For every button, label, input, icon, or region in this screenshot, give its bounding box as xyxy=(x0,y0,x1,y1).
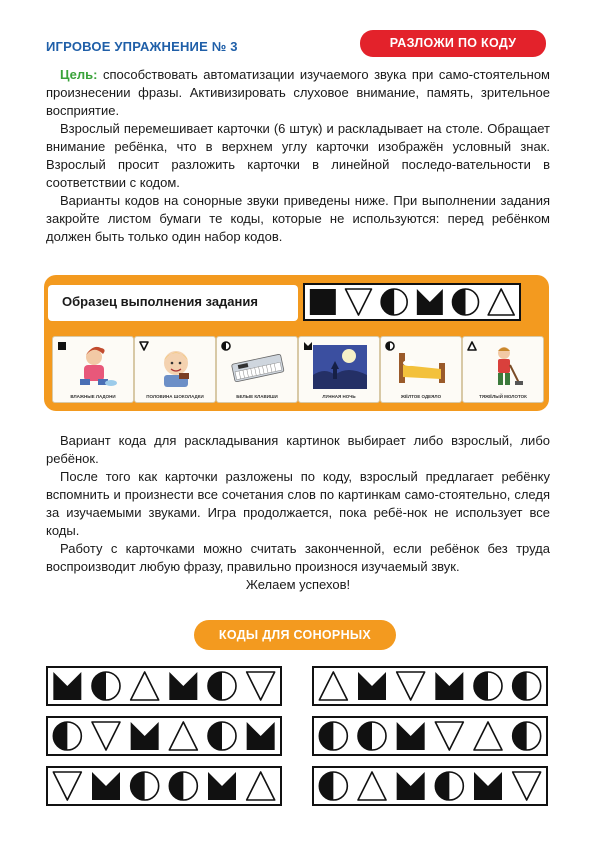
circle-half-icon xyxy=(169,772,197,800)
triangle-down-icon xyxy=(247,672,275,700)
square-notch-icon xyxy=(474,772,502,800)
card-caption: ТЯЖЁЛЫЙ МОЛОТОК xyxy=(479,394,527,399)
card-marker-icon xyxy=(385,341,395,351)
code-row xyxy=(312,666,548,706)
circle-half-icon xyxy=(513,672,541,700)
intro-text xyxy=(46,66,550,246)
circle-half-icon xyxy=(53,722,81,750)
code-row xyxy=(46,716,282,756)
goal-label: Цель: xyxy=(60,67,98,82)
triangle-up-icon xyxy=(468,342,476,350)
circle-half-icon xyxy=(513,722,541,750)
circle-half-icon xyxy=(222,342,230,350)
circle-half-icon xyxy=(131,772,159,800)
boy-hammer-icon xyxy=(477,345,531,389)
triangle-up-icon xyxy=(488,289,514,315)
square-notch-icon xyxy=(169,672,197,700)
triangle-up-icon xyxy=(358,772,386,800)
circle-half-icon xyxy=(435,772,463,800)
wish-line: Желаем успехов! xyxy=(245,577,351,592)
triangle-up-icon xyxy=(474,722,502,750)
card-caption: БЕЛЫЕ КЛАВИШИ xyxy=(236,394,278,399)
picture-card xyxy=(52,336,134,403)
sample-code-symbols xyxy=(305,285,519,319)
square-notch-icon xyxy=(397,772,425,800)
code-row xyxy=(46,666,282,706)
triangle-up-icon xyxy=(247,772,275,800)
sample-code-strip xyxy=(303,283,521,321)
square-notch-icon xyxy=(247,722,275,750)
circle-half-icon xyxy=(381,289,407,315)
code-symbols xyxy=(314,668,546,704)
picture-cards xyxy=(52,336,542,403)
triangle-up-icon xyxy=(319,672,347,700)
triangle-down-icon xyxy=(53,772,81,800)
square-icon xyxy=(58,342,66,350)
card-caption: ЖЁЛТОЕ ОДЕЯЛО xyxy=(400,394,442,399)
code-row xyxy=(46,766,282,806)
triangle-down-icon xyxy=(435,722,463,750)
square-notch-icon xyxy=(92,772,120,800)
exercise-title: ИГРОВОЕ УПРАЖНЕНИЕ № 3 xyxy=(46,39,238,54)
child-figure-icon xyxy=(67,345,121,389)
boy-face-icon xyxy=(149,345,203,389)
card-caption: ВЛАЖНЫЕ ЛАДОНИ xyxy=(70,394,116,399)
triangle-down-icon xyxy=(140,342,148,350)
square-notch-icon xyxy=(435,672,463,700)
variants-paragraph: Варианты кодов на сонорные звуки приведены ниже. При выполнении задания закройте листом бумаги те коды, которые не используются: перед ребёнком должен быть только один набор кодов. xyxy=(46,193,550,244)
instructions-paragraph: Взрослый перемешивает карточки (6 штук) и раскладывает на столе. Обращает внимание ребёнка, что в верхнем углу карточки изображён условный знак. Взрослый просит разложить карточки в линейной последо-вательности в соответствии с кодом. xyxy=(46,121,550,190)
card-marker-icon xyxy=(467,341,477,351)
square-notch-icon xyxy=(417,289,443,315)
triangle-down-icon xyxy=(397,672,425,700)
goal-paragraph xyxy=(46,66,550,120)
code-symbols xyxy=(48,768,280,804)
square-notch-icon xyxy=(397,722,425,750)
code-row xyxy=(312,716,548,756)
picture-card xyxy=(380,336,462,403)
circle-half-icon xyxy=(358,722,386,750)
picture-card xyxy=(134,336,216,403)
square-notch-icon xyxy=(53,672,81,700)
choice-paragraph: Вариант кода для раскладывания картинок выбирает либо взрослый, либо ребёнок. xyxy=(46,433,550,466)
circle-half-icon xyxy=(208,722,236,750)
square-notch-icon xyxy=(131,722,159,750)
game-paragraph: После того как карточки разложены по коду, взрослый предлагает ребёнку вспомнить и произнести все сочетания слов по картинкам само-стоятельно, следя за изучаемыми звуками. Игра продолжается, пока ребё-нок не использует все коды. xyxy=(46,469,550,538)
moon-night-icon xyxy=(313,345,367,389)
card-caption: ЛУННАЯ НОЧЬ xyxy=(322,394,356,399)
picture-card xyxy=(462,336,544,403)
circle-half-icon xyxy=(92,672,120,700)
triangle-up-icon xyxy=(131,672,159,700)
circle-half-icon xyxy=(474,672,502,700)
triangle-down-icon xyxy=(346,289,372,315)
keyboard-icon xyxy=(231,345,285,389)
exercise-name-badge: РАЗЛОЖИ ПО КОДУ xyxy=(360,30,546,57)
circle-half-icon xyxy=(386,342,394,350)
code-symbols xyxy=(314,718,546,754)
triangle-up-icon xyxy=(169,722,197,750)
square-notch-icon xyxy=(358,672,386,700)
code-symbols xyxy=(314,768,546,804)
sample-label: Образец выполнения задания xyxy=(62,294,258,309)
card-marker-icon xyxy=(57,341,67,351)
card-marker-icon xyxy=(139,341,149,351)
circle-half-icon xyxy=(319,722,347,750)
circle-half-icon xyxy=(319,772,347,800)
code-symbols xyxy=(48,668,280,704)
circle-half-icon xyxy=(453,289,479,315)
square-notch-icon xyxy=(208,772,236,800)
goal-text: способствовать автоматизации изучаемого звука при само-стоятельном произнесении фразы. Активизировать слуховое внимание, память, зрительное восприятие. xyxy=(46,67,550,118)
triangle-down-icon xyxy=(92,722,120,750)
code-symbols xyxy=(48,718,280,754)
square-notch-icon xyxy=(304,342,312,350)
finish-paragraph: Работу с карточками можно считать законченной, если ребёнок без труда воспроизводит любую фразу, правильно произнося изучаемый звук. xyxy=(46,541,550,574)
card-marker-icon xyxy=(303,341,313,351)
picture-card xyxy=(216,336,298,403)
picture-card xyxy=(298,336,380,403)
card-caption: ПОЛОВИНА ШОКОЛАДКИ xyxy=(146,394,204,399)
triangle-down-icon xyxy=(513,772,541,800)
after-text xyxy=(46,432,550,594)
square-icon xyxy=(310,289,336,315)
codes-title-badge: КОДЫ ДЛЯ СОНОРНЫХ xyxy=(194,620,396,650)
circle-half-icon xyxy=(208,672,236,700)
bed-icon xyxy=(395,345,449,389)
card-marker-icon xyxy=(221,341,231,351)
code-row xyxy=(312,766,548,806)
